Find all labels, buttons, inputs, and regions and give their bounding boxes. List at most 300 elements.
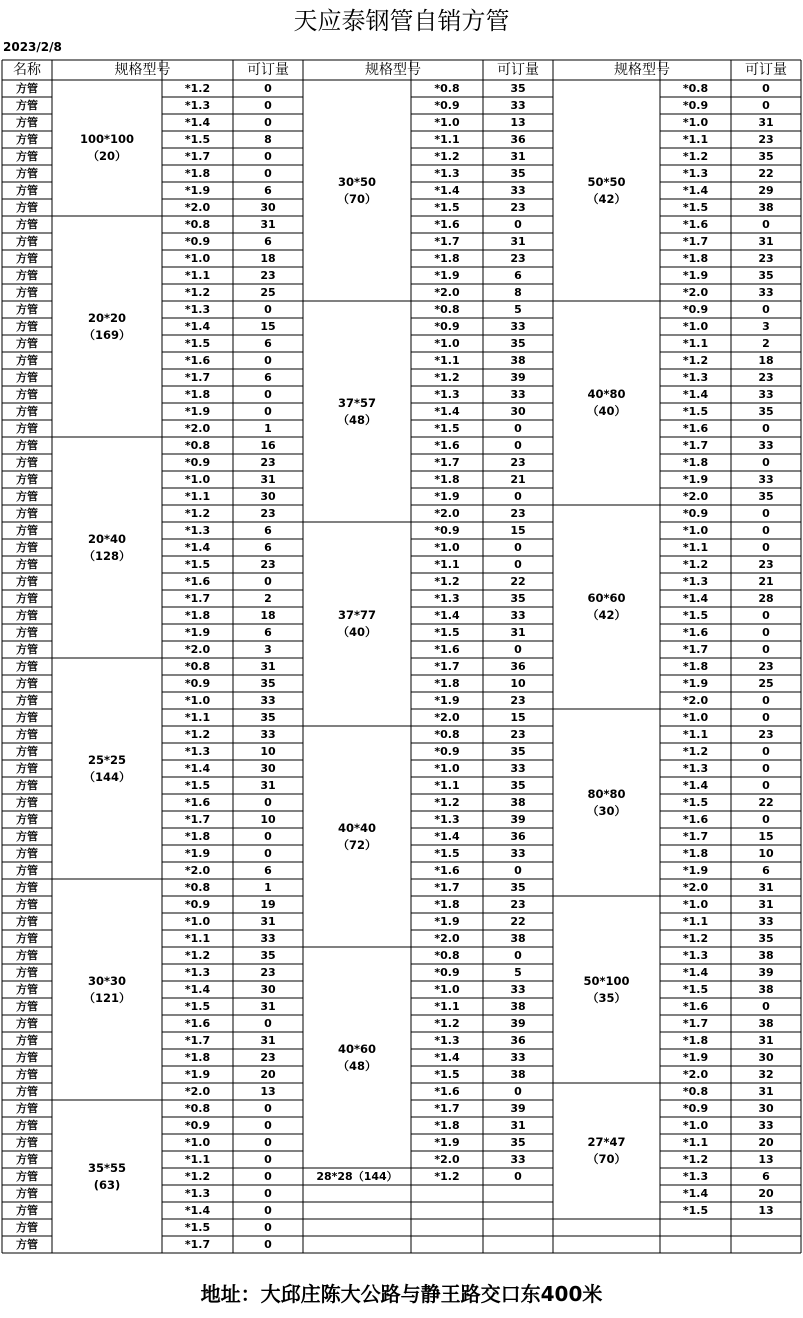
spec-cell: *1.7 xyxy=(184,150,211,163)
group-size: 20*40 xyxy=(87,531,127,546)
qty-cell: 0 xyxy=(264,575,272,588)
row-label: 方管 xyxy=(16,1136,38,1149)
row-label: 方管 xyxy=(16,983,38,996)
row-label: 方管 xyxy=(16,609,38,622)
qty-cell: 23 xyxy=(758,660,774,673)
qty-cell: 33 xyxy=(758,286,774,299)
spec-cell: *1.3 xyxy=(434,1034,460,1047)
spec-cell: *1.5 xyxy=(434,422,460,435)
qty-cell: 10 xyxy=(510,677,526,690)
qty-cell: 23 xyxy=(510,201,526,214)
qty-cell: 22 xyxy=(758,167,774,180)
row-label: 方管 xyxy=(16,1068,38,1081)
spec-cell: *2.0 xyxy=(434,286,460,299)
spec-cell: *1.8 xyxy=(434,252,460,265)
qty-cell: 35 xyxy=(510,779,526,792)
spec-cell: *0.8 xyxy=(434,303,460,316)
spec-cell: *1.0 xyxy=(434,983,460,996)
qty-cell: 31 xyxy=(510,150,526,163)
qty-cell: 15 xyxy=(510,711,526,724)
spec-cell: *1.7 xyxy=(682,235,709,248)
spec-cell: *2.0 xyxy=(184,422,211,435)
spec-cell: *1.7 xyxy=(434,456,460,469)
qty-cell: 13 xyxy=(510,116,526,129)
row-label: 方管 xyxy=(16,932,38,945)
row-label: 方管 xyxy=(16,439,38,452)
row-label: 方管 xyxy=(16,575,38,588)
spec-cell: *1.8 xyxy=(682,1034,709,1047)
spec-cell: *0.9 xyxy=(184,1119,211,1132)
spec-cell: *1.0 xyxy=(682,898,709,911)
qty-cell: 35 xyxy=(758,932,774,945)
spec-cell: *1.2 xyxy=(682,1153,709,1166)
qty-cell: 0 xyxy=(514,558,522,571)
qty-cell: 0 xyxy=(762,524,770,537)
qty-cell: 33 xyxy=(260,728,276,741)
spec-cell: *1.6 xyxy=(184,1017,211,1030)
spec-cell: *1.7 xyxy=(434,235,460,248)
row-label: 方管 xyxy=(16,796,38,809)
qty-cell: 15 xyxy=(260,320,276,333)
qty-cell: 38 xyxy=(510,796,526,809)
qty-cell: 0 xyxy=(264,150,272,163)
qty-cell: 35 xyxy=(758,269,774,282)
spec-cell: *1.1 xyxy=(184,490,211,503)
qty-cell: 33 xyxy=(758,388,774,401)
spec-cell: *1.1 xyxy=(682,1136,709,1149)
qty-cell: 0 xyxy=(762,745,770,758)
spec-cell: *1.2 xyxy=(184,728,211,741)
spec-cell: *1.3 xyxy=(682,167,709,180)
spec-cell: *1.4 xyxy=(682,966,709,979)
row-label: 方管 xyxy=(16,269,38,282)
spec-cell: *1.5 xyxy=(184,337,211,350)
spec-cell: *2.0 xyxy=(682,286,709,299)
qty-cell: 33 xyxy=(510,762,526,775)
spec-cell: *1.6 xyxy=(184,575,211,588)
qty-cell: 23 xyxy=(758,133,774,146)
qty-cell: 22 xyxy=(510,575,526,588)
row-label: 方管 xyxy=(16,184,38,197)
spec-cell: *1.5 xyxy=(682,1204,709,1217)
spec-cell: *1.4 xyxy=(184,762,211,775)
spec-cell: *1.0 xyxy=(682,711,709,724)
row-label: 方管 xyxy=(16,745,38,758)
spec-cell: *1.8 xyxy=(434,677,460,690)
spec-cell: *1.8 xyxy=(184,609,211,622)
qty-cell: 0 xyxy=(762,218,770,231)
row-label: 方管 xyxy=(16,1153,38,1166)
qty-cell: 0 xyxy=(264,1204,272,1217)
qty-cell: 35 xyxy=(510,337,526,350)
spec-cell: *1.3 xyxy=(434,813,460,826)
qty-cell: 35 xyxy=(758,150,774,163)
row-label: 方管 xyxy=(16,813,38,826)
row-label: 方管 xyxy=(16,881,38,894)
spec-cell: *1.6 xyxy=(434,439,460,452)
spec-cell: *1.3 xyxy=(434,388,460,401)
spec-cell: *0.9 xyxy=(434,99,460,112)
group-total: （42） xyxy=(586,191,626,206)
spec-cell: *1.6 xyxy=(184,354,211,367)
spec-cell: *1.6 xyxy=(434,218,460,231)
qty-cell: 25 xyxy=(260,286,276,299)
spec-cell: *1.8 xyxy=(184,388,211,401)
group-total: （20） xyxy=(87,149,127,163)
qty-cell: 35 xyxy=(510,592,526,605)
row-label: 方管 xyxy=(16,915,38,928)
spec-cell: *1.7 xyxy=(682,643,709,656)
row-label: 方管 xyxy=(16,949,38,962)
spec-cell: *1.9 xyxy=(682,269,709,282)
spec-cell: *1.8 xyxy=(682,456,709,469)
spec-cell: *1.2 xyxy=(434,1170,460,1183)
group-total: （72） xyxy=(337,837,377,852)
group-total: （128） xyxy=(83,548,131,563)
qty-cell: 0 xyxy=(264,388,272,401)
spec-cell: *1.7 xyxy=(184,1034,211,1047)
spec-cell: *1.7 xyxy=(434,660,460,673)
qty-cell: 0 xyxy=(762,541,770,554)
spec-cell: *1.7 xyxy=(682,830,709,843)
spec-cell: *0.8 xyxy=(184,660,211,673)
spec-cell: *1.4 xyxy=(184,541,211,554)
spec-cell: *0.8 xyxy=(434,82,460,95)
qty-cell: 0 xyxy=(264,1170,272,1183)
qty-cell: 35 xyxy=(260,711,276,724)
spec-cell: *1.1 xyxy=(434,133,460,146)
row-label: 方管 xyxy=(16,235,38,248)
spec-cell: *1.1 xyxy=(682,541,709,554)
qty-cell: 1 xyxy=(264,422,272,435)
group-total: （70） xyxy=(337,191,377,206)
qty-cell: 8 xyxy=(264,133,272,146)
qty-cell: 38 xyxy=(510,1068,526,1081)
qty-cell: 38 xyxy=(510,1000,526,1013)
group-size: 50*50 xyxy=(587,174,626,189)
qty-cell: 31 xyxy=(260,473,276,486)
spec-cell: *1.9 xyxy=(682,864,709,877)
qty-cell: 0 xyxy=(264,830,272,843)
spec-cell: *1.5 xyxy=(434,201,460,214)
qty-cell: 2 xyxy=(264,592,272,605)
spec-cell: *1.4 xyxy=(434,609,460,622)
spec-cell: *1.5 xyxy=(434,847,460,860)
group-label xyxy=(52,131,162,165)
spec-cell: *1.2 xyxy=(434,371,460,384)
row-label: 方管 xyxy=(16,150,38,163)
spec-cell: *1.1 xyxy=(434,558,460,571)
qty-cell: 0 xyxy=(264,1187,272,1200)
qty-cell: 2 xyxy=(762,337,770,350)
qty-cell: 6 xyxy=(264,337,272,350)
qty-cell: 39 xyxy=(510,371,526,384)
spec-cell: *1.4 xyxy=(184,1204,211,1217)
spec-cell: *1.2 xyxy=(184,82,211,95)
qty-cell: 0 xyxy=(264,116,272,129)
qty-cell: 0 xyxy=(762,711,770,724)
spec-cell: *1.5 xyxy=(184,133,211,146)
header-spec: 规格型号 xyxy=(365,62,421,78)
spec-cell: *1.6 xyxy=(682,218,709,231)
qty-cell: 38 xyxy=(758,983,774,996)
document-date: 2023/2/8 xyxy=(3,40,62,54)
spec-cell: *1.2 xyxy=(184,949,211,962)
spec-cell: *0.9 xyxy=(682,1102,709,1115)
spec-cell: *1.5 xyxy=(434,1068,460,1081)
qty-cell: 31 xyxy=(260,218,276,231)
spec-cell: *1.4 xyxy=(184,116,211,129)
qty-cell: 33 xyxy=(758,473,774,486)
spec-cell: *0.8 xyxy=(184,1102,211,1115)
group-size: 35*55 xyxy=(87,1160,127,1175)
qty-cell: 0 xyxy=(264,303,272,316)
qty-cell: 0 xyxy=(762,643,770,656)
spec-cell: *2.0 xyxy=(434,507,460,520)
group-total: （70） xyxy=(586,1152,626,1166)
qty-cell: 35 xyxy=(510,881,526,894)
qty-cell: 35 xyxy=(260,677,276,690)
spec-cell: *1.5 xyxy=(184,1221,211,1234)
spec-cell: *1.4 xyxy=(682,184,709,197)
group-total: （144） xyxy=(83,769,131,784)
spec-cell: *0.9 xyxy=(184,235,211,248)
group-label xyxy=(303,607,411,641)
qty-cell: 23 xyxy=(758,728,774,741)
group-total: （30） xyxy=(586,803,626,818)
row-label: 方管 xyxy=(16,541,38,554)
spec-cell: *1.9 xyxy=(184,405,211,418)
row-label: 方管 xyxy=(16,218,38,231)
spec-cell: *1.9 xyxy=(434,694,460,707)
qty-cell: 33 xyxy=(758,439,774,452)
qty-cell: 10 xyxy=(260,745,276,758)
row-label: 方管 xyxy=(16,82,38,95)
spec-cell: *1.0 xyxy=(184,694,211,707)
spec-cell: *1.1 xyxy=(184,1153,211,1166)
qty-cell: 0 xyxy=(514,864,522,877)
qty-cell: 3 xyxy=(762,320,770,333)
spec-cell: *1.0 xyxy=(434,116,460,129)
spec-cell: *0.9 xyxy=(184,456,211,469)
spec-cell: *1.4 xyxy=(184,320,211,333)
row-label: 方管 xyxy=(16,133,38,146)
row-label: 方管 xyxy=(16,388,38,401)
spec-cell: *1.7 xyxy=(184,592,211,605)
qty-cell: 0 xyxy=(514,1085,522,1098)
spec-cell: *0.8 xyxy=(184,881,211,894)
spec-cell: *1.1 xyxy=(682,133,709,146)
qty-cell: 0 xyxy=(762,694,770,707)
group-label: 28*28（144） xyxy=(316,1170,398,1183)
qty-cell: 31 xyxy=(260,660,276,673)
qty-cell: 33 xyxy=(510,847,526,860)
qty-cell: 0 xyxy=(514,422,522,435)
qty-cell: 31 xyxy=(260,779,276,792)
qty-cell: 33 xyxy=(510,1153,526,1166)
qty-cell: 35 xyxy=(510,82,526,95)
spec-cell: *2.0 xyxy=(434,932,460,945)
group-size: 30*50 xyxy=(337,174,377,189)
row-label: 方管 xyxy=(16,320,38,333)
qty-cell: 0 xyxy=(762,779,770,792)
qty-cell: 23 xyxy=(758,371,774,384)
group-label xyxy=(553,1134,660,1168)
spec-cell: *1.5 xyxy=(682,201,709,214)
qty-cell: 31 xyxy=(758,1034,774,1047)
group-total: (63) xyxy=(93,1177,121,1192)
row-label: 方管 xyxy=(16,1221,38,1234)
qty-cell: 38 xyxy=(510,354,526,367)
spec-cell: *0.8 xyxy=(184,439,211,452)
qty-cell: 39 xyxy=(510,1017,526,1030)
qty-cell: 31 xyxy=(758,881,774,894)
spec-cell: *1.4 xyxy=(434,830,460,843)
qty-cell: 33 xyxy=(510,320,526,333)
qty-cell: 30 xyxy=(758,1051,774,1064)
spec-cell: *1.2 xyxy=(184,507,211,520)
spec-cell: *1.3 xyxy=(682,762,709,775)
spec-cell: *1.1 xyxy=(184,269,211,282)
qty-cell: 0 xyxy=(514,218,522,231)
qty-cell: 0 xyxy=(762,762,770,775)
qty-cell: 33 xyxy=(260,694,276,707)
qty-cell: 23 xyxy=(260,966,276,979)
spec-cell: *1.6 xyxy=(434,864,460,877)
qty-cell: 0 xyxy=(762,99,770,112)
spec-cell: *1.3 xyxy=(682,371,709,384)
qty-cell: 33 xyxy=(758,1119,774,1132)
group-size: 37*77 xyxy=(337,608,377,622)
qty-cell: 30 xyxy=(260,490,276,503)
spec-cell: *1.6 xyxy=(434,643,460,656)
qty-cell: 18 xyxy=(260,252,276,265)
spec-cell: *1.6 xyxy=(434,1085,460,1098)
qty-cell: 0 xyxy=(514,1170,522,1183)
qty-cell: 29 xyxy=(758,184,774,197)
qty-cell: 0 xyxy=(762,1000,770,1013)
group-label xyxy=(52,752,162,786)
group-label xyxy=(553,973,660,1007)
spec-cell: *1.6 xyxy=(682,422,709,435)
row-label: 方管 xyxy=(16,694,38,707)
spec-cell: *1.9 xyxy=(434,269,460,282)
spec-cell: *1.7 xyxy=(184,1238,211,1251)
qty-cell: 23 xyxy=(260,456,276,469)
qty-cell: 8 xyxy=(514,286,522,299)
qty-cell: 22 xyxy=(758,796,774,809)
spec-cell: *1.9 xyxy=(682,473,709,486)
qty-cell: 0 xyxy=(762,422,770,435)
group-total: （48） xyxy=(337,1058,377,1073)
document-title: 天应泰钢管自销方管 xyxy=(293,7,510,35)
qty-cell: 31 xyxy=(758,898,774,911)
spec-cell: *0.9 xyxy=(434,966,460,979)
spec-cell: *1.1 xyxy=(434,1000,460,1013)
row-label: 方管 xyxy=(16,201,38,214)
row-label: 方管 xyxy=(16,847,38,860)
qty-cell: 13 xyxy=(260,1085,276,1098)
spec-cell: *2.0 xyxy=(434,1153,460,1166)
row-label: 方管 xyxy=(16,1000,38,1013)
qty-cell: 0 xyxy=(762,303,770,316)
qty-cell: 31 xyxy=(260,915,276,928)
qty-cell: 23 xyxy=(758,252,774,265)
spec-cell: *0.8 xyxy=(682,1085,709,1098)
group-size: 40*60 xyxy=(337,1041,377,1056)
spec-cell: *1.8 xyxy=(184,1051,211,1064)
row-label: 方管 xyxy=(16,99,38,112)
qty-cell: 35 xyxy=(260,949,276,962)
spec-cell: *2.0 xyxy=(682,881,709,894)
qty-cell: 31 xyxy=(758,235,774,248)
qty-cell: 36 xyxy=(510,1034,526,1047)
spec-cell: *1.5 xyxy=(682,405,709,418)
group-label xyxy=(52,1160,162,1194)
qty-cell: 23 xyxy=(260,558,276,571)
qty-cell: 31 xyxy=(260,1000,276,1013)
qty-cell: 38 xyxy=(758,201,774,214)
qty-cell: 32 xyxy=(758,1068,774,1081)
spec-cell: *1.4 xyxy=(682,1187,709,1200)
spec-cell: *1.1 xyxy=(682,915,709,928)
group-size: 40*80 xyxy=(587,387,626,401)
qty-cell: 35 xyxy=(758,490,774,503)
row-label: 方管 xyxy=(16,1102,38,1115)
spec-cell: *1.0 xyxy=(434,337,460,350)
qty-cell: 0 xyxy=(264,167,272,180)
qty-cell: 16 xyxy=(260,439,276,452)
qty-cell: 18 xyxy=(260,609,276,622)
spec-cell: *1.8 xyxy=(184,830,211,843)
qty-cell: 6 xyxy=(264,371,272,384)
group-size: 30*30 xyxy=(87,973,127,988)
group-total: （40） xyxy=(337,625,377,639)
qty-cell: 15 xyxy=(510,524,526,537)
row-label: 方管 xyxy=(16,1187,38,1200)
row-label: 方管 xyxy=(16,303,38,316)
qty-cell: 35 xyxy=(510,167,526,180)
qty-cell: 39 xyxy=(510,813,526,826)
spec-cell: *2.0 xyxy=(184,864,211,877)
qty-cell: 0 xyxy=(264,1136,272,1149)
spec-cell: *1.2 xyxy=(434,575,460,588)
qty-cell: 0 xyxy=(264,82,272,95)
group-label xyxy=(553,786,660,820)
spec-cell: *1.2 xyxy=(434,796,460,809)
row-label: 方管 xyxy=(16,558,38,571)
qty-cell: 18 xyxy=(758,354,774,367)
spec-cell: *1.5 xyxy=(184,1000,211,1013)
qty-cell: 33 xyxy=(510,1051,526,1064)
spec-cell: *1.7 xyxy=(184,371,211,384)
row-label: 方管 xyxy=(16,643,38,656)
spec-cell: *1.1 xyxy=(682,728,709,741)
spec-cell: *1.9 xyxy=(682,677,709,690)
row-label: 方管 xyxy=(16,1170,38,1183)
qty-cell: 6 xyxy=(762,864,770,877)
group-size: 80*80 xyxy=(587,786,626,801)
spec-cell: *1.4 xyxy=(682,388,709,401)
qty-cell: 31 xyxy=(758,116,774,129)
qty-cell: 39 xyxy=(510,1102,526,1115)
qty-cell: 13 xyxy=(758,1204,774,1217)
spec-cell: *1.0 xyxy=(682,524,709,537)
qty-cell: 31 xyxy=(260,1034,276,1047)
spec-cell: *1.1 xyxy=(184,711,211,724)
qty-cell: 0 xyxy=(762,609,770,622)
qty-cell: 38 xyxy=(510,932,526,945)
